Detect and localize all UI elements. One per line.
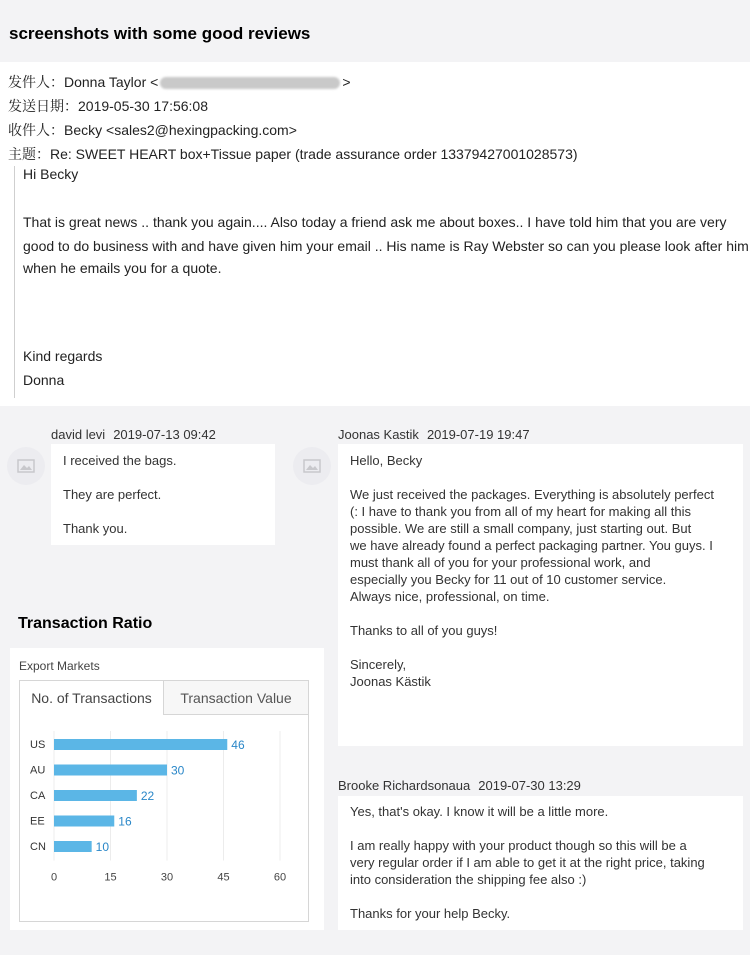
review-line: Thanks for your help Becky. — [350, 906, 511, 921]
data-label: 46 — [231, 738, 245, 752]
reviewer-name: david levi — [51, 427, 106, 442]
transaction-card — [10, 648, 324, 930]
review-bubble — [338, 796, 743, 930]
review-header — [338, 778, 581, 793]
email-line: That is great news .. thank you again.... Also today a friend ask me about boxes.. I have told him that you are very — [23, 214, 727, 230]
reviewer-name: Brooke Richardsonaua — [338, 778, 471, 793]
email-subject — [8, 144, 578, 164]
review-date: 2019-07-30 13:29 — [478, 778, 581, 793]
review-line: Thanks to all of you guys! — [350, 623, 498, 638]
to-value: Becky <sales2@hexingpacking.com> — [64, 122, 297, 138]
redacted-email — [160, 77, 340, 89]
bar — [54, 790, 137, 801]
from-name: Donna Taylor < — [64, 74, 159, 90]
review-line: They are perfect. — [63, 487, 162, 502]
data-label: 30 — [171, 763, 185, 778]
email-line: when he emails you for a quote. — [23, 260, 222, 276]
email-line: Hi Becky — [23, 166, 79, 182]
email-card — [0, 62, 750, 406]
x-tick-label: 15 — [104, 871, 117, 884]
review-line: must thank all of you for your professional work, and — [350, 555, 651, 570]
review-bubble — [51, 444, 275, 545]
avatar — [7, 447, 45, 485]
transaction-ratio-title: Transaction Ratio — [18, 615, 153, 632]
email-line: Kind regards — [23, 348, 103, 364]
review-header — [338, 427, 530, 442]
export-markets-label: Export Markets — [19, 659, 100, 673]
review-line: Hello, Becky — [350, 453, 423, 468]
category-label: US — [30, 739, 46, 751]
to-label: 收件人： — [8, 122, 64, 138]
bar — [54, 841, 92, 852]
bar — [54, 739, 227, 750]
email-from — [8, 72, 351, 92]
x-tick-label: 0 — [50, 871, 58, 884]
image-placeholder-icon — [17, 459, 35, 473]
review-line: We just received the packages. Everything is absolutely perfect — [350, 487, 714, 502]
bar — [54, 765, 167, 776]
review-line: I received the bags. — [63, 453, 177, 468]
review-line: possible. We are still a small company, just starting out. But — [350, 521, 692, 536]
bar — [54, 816, 114, 827]
data-label: 22 — [140, 789, 155, 803]
email-to — [8, 120, 297, 140]
tab-no-of-transactions[interactable]: No. of Transactions — [20, 681, 164, 715]
category-label: AU — [30, 764, 46, 777]
review-line: Sincerely, — [350, 657, 407, 672]
review-line: into consideration the shipping fee also :) — [350, 872, 587, 887]
subject-value: Re: SWEET HEART box+Tissue paper (trade assurance order 133794270010285​73) — [50, 146, 578, 162]
email-date — [8, 96, 208, 116]
page-header — [0, 0, 750, 62]
review-line: especially you Becky for 11 out of 10 customer service. — [350, 572, 667, 587]
review-line: Always nice, professional, on time. — [350, 589, 550, 604]
email-body — [14, 166, 750, 398]
tab-transaction-value[interactable]: Transaction Value — [164, 681, 308, 715]
review-line: Thank you. — [63, 521, 128, 536]
image-placeholder-icon — [303, 459, 321, 473]
review-line: Yes, that's okay. I know it will be a little more. — [350, 804, 609, 819]
review-line: I am really happy with your product though so this will be a — [350, 838, 687, 853]
avatar — [293, 447, 331, 485]
x-tick-label: 45 — [217, 871, 230, 884]
email-line: Donna — [23, 372, 65, 388]
review-header — [51, 427, 216, 442]
review-line: (: I have to thank you from all of my heart for making all this — [350, 504, 692, 519]
email-line: good to do business with and have given him your email .. His name is Ray Webster so can you please look after him — [23, 238, 749, 254]
category-label: CA — [30, 790, 46, 802]
category-label: EE — [30, 815, 45, 828]
export-markets-chart — [20, 681, 308, 921]
review-line: we have already found a perfect packaging partner. You guys. I — [350, 538, 713, 553]
date-value: 2019-05-30 17:56:08 — [78, 98, 208, 114]
from-label: 发件人： — [8, 74, 64, 90]
review-date: 2019-07-13 09:42 — [113, 427, 216, 442]
data-label: 16 — [118, 814, 132, 829]
page-title: screenshots with some good reviews — [9, 24, 311, 43]
x-tick-label: 60 — [273, 871, 287, 884]
x-tick-label: 30 — [160, 871, 174, 884]
reviewer-name: Joonas Kastik — [338, 427, 419, 442]
transaction-tabs — [19, 680, 309, 922]
data-label: 10 — [95, 840, 110, 854]
review-line: very regular order if I am able to get it at the right price, taking — [350, 855, 705, 870]
review-date: 2019-07-19 19:47 — [426, 427, 530, 442]
review-line: Joonas Kästik — [350, 674, 431, 689]
from-end: > — [342, 74, 351, 90]
date-label: 发送日期： — [8, 98, 78, 114]
review-bubble — [338, 444, 743, 746]
category-label: CN — [30, 841, 46, 853]
subject-label: 主题： — [8, 146, 50, 162]
